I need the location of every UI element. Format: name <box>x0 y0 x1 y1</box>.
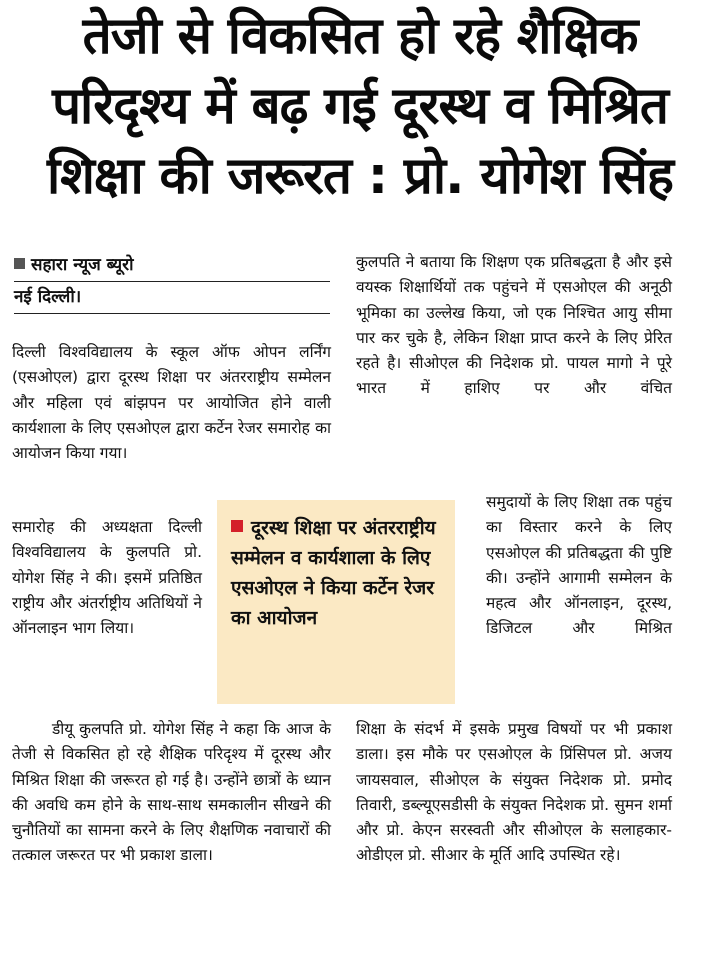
headline-line-3: शिक्षा की जरूरत : प्रो. योगेश सिंह <box>47 147 673 206</box>
left-column-top <box>12 340 331 466</box>
right-column-mid <box>486 490 672 642</box>
pull-quote-text: दूरस्थ शिक्षा पर अंतरराष्ट्रीय सम्मेलन व कार्यशाला के लिए एसओएल ने किया कर्टेन रेजर का आयोजन <box>231 517 436 629</box>
paragraph-vc-speech: डीयू कुलपति प्रो. योगेश सिंह ने कहा कि आज के तेजी से विकसित हो रहे शैक्षिक परिदृश्य में दूरस्थ और मिश्रित शिक्षा की जरूरत हो गई है। उन्होंने छात्रों के ध्यान की अवधि कम होने के साथ-साथ समकालीन सीखने की चुनौतियों का सामना करने के लिए शैक्षणिक नवाचारों की तत्काल जरूरत पर भी प्रकाश डाला। <box>12 720 331 865</box>
left-column-mid <box>12 515 202 641</box>
byline <box>14 250 330 314</box>
headline-line-2: परिदृश्य में बढ़ गई दूरस्थ व मिश्रित <box>52 77 668 136</box>
right-column-top <box>356 250 672 402</box>
left-column-bottom <box>12 717 331 869</box>
paragraph-communities: समुदायों के लिए शिक्षा तक पहुंच का विस्तार करने के लिए एसओएल की प्रतिबद्धता की पुष्टि की। उन्होंने आगामी सम्मेलन के महत्व और ऑनलाइन, दूरस्थ, डिजिटल और मिश्रित <box>486 493 672 638</box>
paragraph-attendees: शिक्षा के संदर्भ में इसके प्रमुख विषयों पर भी प्रकाश डाला। इस मौके पर एसओएल के प्रिंसिपल प्रो. अजय जायसवाल, सीओएल के संयुक्त निदेशक प्रो. प्रमोद तिवारी, डब्ल्यूएसडीसी के संयुक्त निदेशक प्रो. सुमन शर्मा और प्रो. केएन सरस्वती और सीओएल के सलाहकार-ओडीएल प्रो. सीआर के मूर्ति आदि उपस्थित रहे। <box>356 720 672 865</box>
right-column-bottom <box>356 717 672 869</box>
dateline: नई दिल्ली। <box>14 287 82 307</box>
paragraph-commitment: कुलपति ने बताया कि शिक्षण एक प्रतिबद्धता है और इसे वयस्क शिक्षार्थियों तक पहुंचने में एसओएल की अनूठी भूमिका का उल्लेख किया, जो एक निश्चित आयु सीमा पार कर चुके है, लेकिन शिक्षा प्राप्त करने के लिए प्रेरित रहते है। सीओएल की निदेशक प्रो. पायल मागो ने पूरे भारत में हाशिए पर और वंचित <box>356 253 672 398</box>
byline-source: सहारा न्यूज ब्यूरो <box>31 255 134 275</box>
square-bullet-icon <box>14 258 25 269</box>
paragraph-intro: दिल्ली विश्वविद्यालय के स्कूल ऑफ ओपन लर्निंग (एसओएल) द्वारा दूरस्थ शिक्षा पर अंतरराष्ट्रीय सम्मेलन और महिला एवं बांझपन पर आयोजित होने वाली कार्यशाला के लिए एसओएल द्वारा कर्टेन रेजर समारोह का आयोजन किया गया। <box>12 343 331 463</box>
pull-quote-box <box>217 500 455 704</box>
headline-line-1: तेजी से विकसित हो रहे शैक्षिक <box>82 7 638 66</box>
headline <box>10 2 710 212</box>
red-square-bullet-icon <box>231 520 243 532</box>
paragraph-presidency: समारोह की अध्यक्षता दिल्ली विश्वविद्यालय के कुलपति प्रो. योगेश सिंह ने की। इसमें प्रतिष्ठित राष्ट्रीय और अंतर्राष्ट्रीय अतिथियों ने ऑनलाइन भाग लिया। <box>12 518 202 638</box>
